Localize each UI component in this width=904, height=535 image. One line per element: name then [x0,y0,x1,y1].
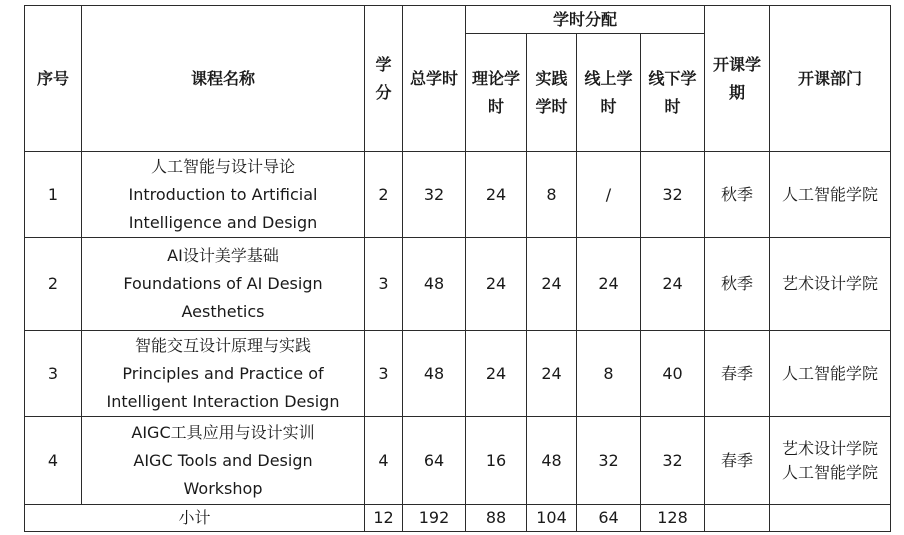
cell-seq: 1 [25,152,82,238]
course-name-en-1: Principles and Practice of [122,363,324,383]
course-name-en-1: Introduction to Artificial [128,184,318,204]
subtotal-label: 小计 [25,505,365,532]
table-row [25,238,891,331]
subtotal-theory: 88 [466,505,527,532]
table-row [25,417,891,505]
header-seq: 序号 [25,6,82,152]
course-name-cn: 智能交互设计原理与实践 [134,335,311,355]
cell-total: 48 [403,238,466,331]
header-department: 开课部门 [770,6,891,152]
department-line-2: 人工智能学院 [782,462,879,482]
header-theory-text: 理论学 时 [471,68,520,116]
course-name-en-1: AIGC Tools and Design [133,450,313,470]
cell-practice: 24 [527,331,577,417]
header-theory-hours [466,34,527,152]
course-name-cn: 人工智能与设计导论 [150,156,295,176]
subtotal-offline: 128 [641,505,705,532]
department-line-1: 艺术设计学院 [782,438,879,458]
cell-total: 32 [403,152,466,238]
cell-online: 8 [577,331,641,417]
header-credits [365,6,403,152]
cell-theory: 24 [466,331,527,417]
cell-department [770,152,891,238]
header-offline-hours [641,34,705,152]
cell-seq: 4 [25,417,82,505]
cell-course-name [82,238,365,331]
cell-seq: 2 [25,238,82,331]
cell-seq: 3 [25,331,82,417]
table-row [25,152,891,238]
cell-online: 32 [577,417,641,505]
cell-practice: 8 [527,152,577,238]
cell-credits: 3 [365,331,403,417]
subtotal-semester [705,505,770,532]
subtotal-online: 64 [577,505,641,532]
course-table [24,5,891,532]
cell-offline: 32 [641,417,705,505]
cell-semester: 春季 [705,331,770,417]
cell-semester: 秋季 [705,238,770,331]
header-semester-text: 开课学 期 [713,54,762,102]
department-line-1: 人工智能学院 [782,184,879,204]
cell-offline: 40 [641,331,705,417]
cell-theory: 16 [466,417,527,505]
header-offline-text: 线下学 时 [648,68,697,116]
course-name-en-2: Aesthetics [181,302,265,321]
header-practice-hours [527,34,577,152]
subtotal-department [770,505,891,532]
cell-department [770,238,891,331]
cell-online: 24 [577,238,641,331]
header-practice-text: 实践 学时 [535,68,568,116]
cell-offline: 24 [641,238,705,331]
subtotal-row [25,505,891,532]
header-hour-distribution: 学时分配 [466,6,705,34]
subtotal-credits: 12 [365,505,403,532]
header-course-name: 课程名称 [82,6,365,152]
department-line-1: 人工智能学院 [782,363,879,383]
cell-total: 64 [403,417,466,505]
cell-total: 48 [403,331,466,417]
course-name-en-1: Foundations of AI Design [123,274,323,293]
cell-semester: 秋季 [705,152,770,238]
course-name-en-2: Intelligent Interaction Design [106,391,340,411]
cell-semester: 春季 [705,417,770,505]
cell-online: / [577,152,641,238]
cell-theory: 24 [466,152,527,238]
cell-offline: 32 [641,152,705,238]
cell-credits: 2 [365,152,403,238]
header-online-hours [577,34,641,152]
cell-course-name [82,152,365,238]
cell-practice: 24 [527,238,577,331]
course-name-en-2: Workshop [183,478,263,498]
header-semester [705,6,770,152]
department-line-1: 艺术设计学院 [782,274,879,293]
header-total-hours: 总学时 [403,6,466,152]
cell-practice: 48 [527,417,577,505]
header-credits-text: 学 分 [375,54,392,102]
subtotal-total: 192 [403,505,466,532]
subtotal-practice: 104 [527,505,577,532]
cell-course-name [82,331,365,417]
course-name-cn: AIGC工具应用与设计实训 [131,422,315,442]
cell-department [770,417,891,505]
course-name-en-2: Intelligence and Design [128,212,318,232]
table-row [25,331,891,417]
cell-department [770,331,891,417]
course-name-cn: AI设计美学基础 [167,246,279,265]
cell-credits: 3 [365,238,403,331]
cell-theory: 24 [466,238,527,331]
header-online-text: 线上学 时 [584,68,633,116]
cell-course-name [82,417,365,505]
cell-credits: 4 [365,417,403,505]
